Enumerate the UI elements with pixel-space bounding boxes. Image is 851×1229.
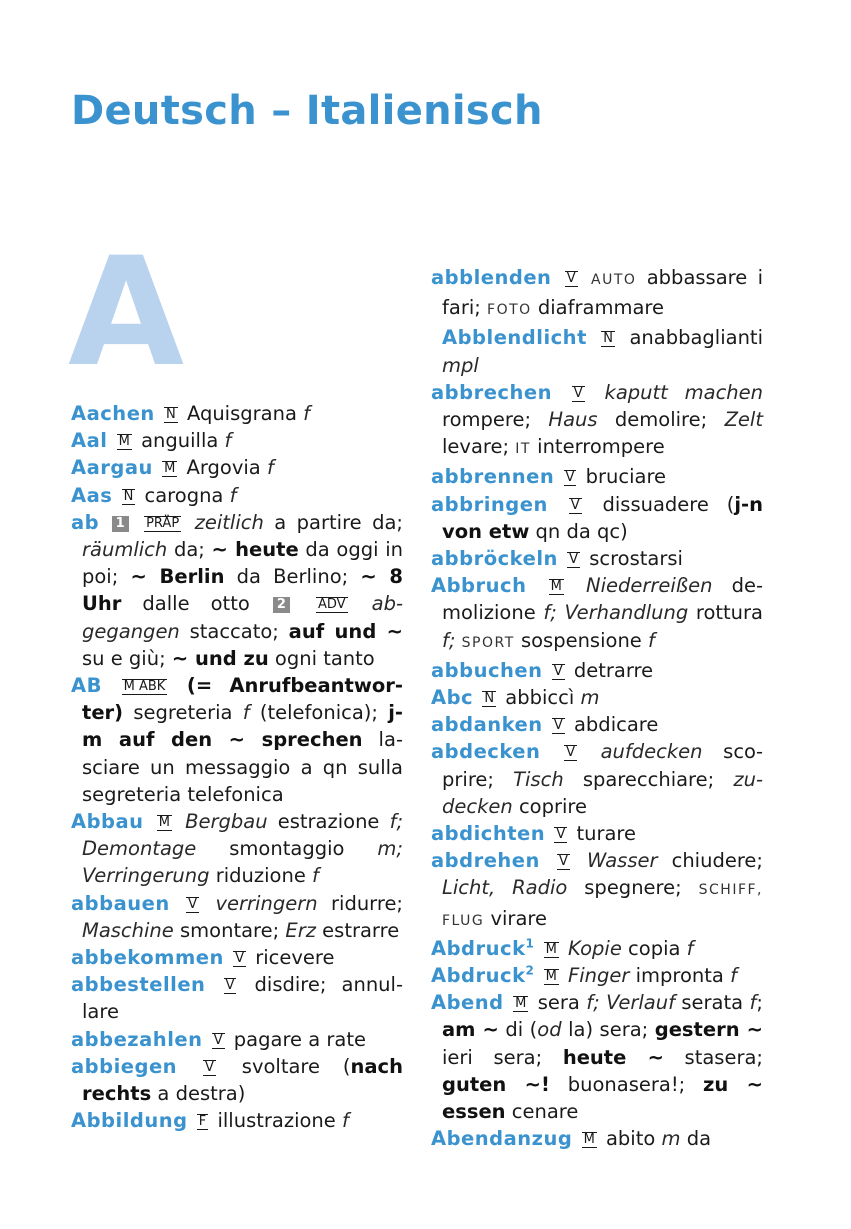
part-of-speech-tag: PRÄP bbox=[146, 515, 180, 531]
left-column bbox=[71, 400, 403, 1134]
phrase: gestern ~ bbox=[654, 1018, 764, 1042]
headword: abbauen bbox=[71, 891, 170, 915]
headword: Abc bbox=[431, 686, 474, 710]
part-of-speech-tag: V bbox=[213, 1032, 223, 1048]
usage-note: f bbox=[266, 456, 274, 480]
dictionary-entry: Aargau M Argovia f bbox=[71, 456, 274, 480]
section-letter: A bbox=[68, 226, 185, 400]
usage-note: f bbox=[686, 936, 694, 960]
phrase: auf und ~ bbox=[288, 619, 403, 643]
usage-note: f bbox=[341, 1109, 349, 1133]
part-of-speech-tag: M bbox=[164, 461, 176, 477]
usage-note: kaputt machen bbox=[604, 380, 764, 404]
dictionary-entry: AB M ABK (= Anrufbeantworter) segreteria f (telefonica); j-m auf den ~ sprechen lasciare un messaggio a qn sulla segreteria telefonica bbox=[71, 674, 404, 806]
phrase: j-m auf den ~ sprechen bbox=[82, 701, 404, 752]
usage-note: mpl bbox=[442, 353, 479, 377]
usage-note: f bbox=[303, 402, 310, 425]
phrase: heute ~ bbox=[562, 1045, 664, 1069]
dictionary-entry: abblenden V AUTO abbassare i fari; FOTO diaframmare bbox=[431, 266, 763, 320]
usage-note: Niederreißen bbox=[585, 574, 713, 598]
usage-note: zeitlich bbox=[194, 510, 264, 534]
headword: abdichten bbox=[431, 822, 546, 846]
dictionary-entry: abdichten V turare bbox=[431, 822, 637, 846]
part-of-speech-tag: V bbox=[556, 827, 566, 843]
usage-note: Tisch bbox=[513, 767, 564, 791]
headword: Abend bbox=[431, 991, 504, 1015]
part-of-speech-tag: F bbox=[198, 1114, 207, 1130]
part-of-speech-tag: V bbox=[559, 854, 568, 870]
headword: abbröckeln bbox=[431, 547, 558, 571]
usage-note: Erz bbox=[285, 918, 316, 942]
usage-note: Bergbau bbox=[185, 810, 268, 834]
usage-note: f bbox=[312, 864, 319, 888]
part-of-speech-tag: M bbox=[158, 815, 170, 831]
domain-label: FOTO bbox=[487, 302, 532, 319]
headword: abbiegen bbox=[71, 1054, 178, 1078]
part-of-speech-tag: M bbox=[545, 941, 557, 957]
part-of-speech-tag: N bbox=[123, 488, 134, 504]
headword: abbrechen bbox=[431, 380, 552, 404]
page-title: Deutsch – Italienisch bbox=[71, 88, 543, 134]
dictionary-entry: abbringen V dissuadere (j-n von etw qn da qc) bbox=[431, 492, 764, 543]
usage-note: f; Verlauf bbox=[586, 991, 675, 1015]
part-of-speech-tag: ADV bbox=[317, 597, 346, 613]
usage-note: f; Demontage bbox=[82, 810, 404, 861]
dictionary-entry: ab 1 PRÄP zeitlich a partire da; räumlich da; ~ heute da oggi in poi; ~ Berlin da Berlino; ~ 8 Uhr dalle otto 2 ADV abgegangen staccato; auf und ~ su e giù; ~ und zu ogni tanto bbox=[71, 510, 404, 670]
homograph-number: 2 bbox=[525, 963, 535, 978]
dictionary-entry: Aachen N Aquisgrana f bbox=[71, 402, 310, 425]
dictionary-entry: abbauen V verringern ridurre; Maschine smontare; Erz estrarre bbox=[71, 891, 404, 942]
usage-note: zudecken bbox=[442, 767, 764, 818]
dictionary-entry: Abbau M Bergbau estrazione f; Demontage smontaggio m; Verringerung riduzione f bbox=[71, 810, 404, 888]
dictionary-entry: abdanken V abdicare bbox=[431, 713, 659, 737]
dictionary-entry: abbrennen V bruciare bbox=[431, 465, 667, 489]
headword: Abblendlicht bbox=[442, 326, 587, 350]
right-column bbox=[431, 264, 763, 1153]
headword: abbrennen bbox=[431, 465, 555, 489]
usage-note: Maschine bbox=[82, 918, 174, 942]
part-of-speech-tag: V bbox=[570, 497, 580, 513]
usage-note: Zelt bbox=[724, 408, 763, 432]
part-of-speech-tag: M bbox=[545, 969, 557, 985]
usage-note: f bbox=[648, 628, 655, 652]
usage-note: räumlich bbox=[82, 538, 168, 562]
part-of-speech-tag: M ABK bbox=[123, 679, 166, 695]
part-of-speech-tag: N bbox=[603, 331, 614, 347]
dictionary-entry: abbekommen V ricevere bbox=[71, 946, 335, 970]
usage-note: f bbox=[229, 483, 237, 507]
usage-note: aufdecken bbox=[600, 740, 703, 764]
headword: Abbildung bbox=[71, 1109, 188, 1133]
headword: ab bbox=[71, 510, 100, 534]
dictionary-entry: Aas N carogna f bbox=[71, 483, 237, 507]
part-of-speech-tag: V bbox=[225, 978, 235, 994]
sense-number: 1 bbox=[112, 516, 129, 532]
part-of-speech-tag: V bbox=[573, 385, 583, 401]
usage-note: m; Verringerung bbox=[82, 837, 403, 888]
usage-note: Licht, Radio bbox=[442, 876, 568, 900]
usage-note: f bbox=[730, 964, 737, 988]
headword: Aas bbox=[71, 483, 113, 507]
phrase: ~ heute bbox=[211, 538, 299, 562]
part-of-speech-tag: N bbox=[484, 691, 495, 707]
part-of-speech-tag: V bbox=[553, 718, 563, 734]
headword: Aargau bbox=[71, 456, 153, 480]
headword: Abbau bbox=[71, 810, 144, 834]
phrase: ~ und zu bbox=[171, 646, 269, 670]
phrase: j-n von etw bbox=[442, 492, 764, 543]
dictionary-entry: Abdruck$^2$ M Finger impronta f bbox=[431, 963, 737, 988]
part-of-speech-tag: V bbox=[566, 745, 575, 761]
usage-note: abgegangen bbox=[82, 592, 404, 643]
part-of-speech-tag: M bbox=[583, 1132, 595, 1148]
usage-note: Kopie bbox=[568, 936, 622, 960]
headword: Abdruck bbox=[431, 964, 526, 988]
usage-note: f bbox=[224, 429, 232, 453]
usage-note: f bbox=[242, 701, 250, 725]
domain-label: AUTO bbox=[591, 272, 637, 288]
headword: Abdruck bbox=[431, 936, 526, 960]
headword: abbekommen bbox=[71, 946, 224, 970]
headword: abdecken bbox=[431, 740, 541, 764]
dictionary-entry: Abdruck$^1$ M Kopie copia f bbox=[431, 936, 694, 960]
part-of-speech-tag: V bbox=[188, 896, 198, 912]
usage-note: Finger bbox=[568, 964, 630, 988]
part-of-speech-tag: V bbox=[566, 271, 576, 286]
headword: Aal bbox=[71, 429, 108, 453]
headword: abbringen bbox=[431, 492, 548, 516]
headword: abdanken bbox=[431, 713, 543, 737]
usage-note: Wasser bbox=[587, 849, 658, 873]
dictionary-entry: abbestellen V disdire; annullare bbox=[71, 973, 404, 1024]
part-of-speech-tag: V bbox=[569, 552, 578, 568]
part-of-speech-tag: V bbox=[565, 470, 575, 486]
phrase: guten ~! bbox=[442, 1072, 550, 1096]
domain-label: IT bbox=[515, 441, 531, 458]
part-of-speech-tag: M bbox=[118, 434, 130, 450]
usage-note: f bbox=[749, 991, 757, 1015]
dictionary-entry: Abend M sera f; Verlauf serata f; am ~ di (od la) sera; gestern ~ ieri sera; heute ~ stasera; guten ~! buonasera!; zu ~ essen cenare bbox=[431, 991, 764, 1124]
part-of-speech-tag: N bbox=[166, 407, 176, 422]
usage-note: m bbox=[661, 1127, 681, 1151]
part-of-speech-tag: M bbox=[515, 996, 527, 1012]
dictionary-entry: abdrehen V Wasser chiudere; Licht, Radio spegnere; SCHIFF, FLUG virare bbox=[431, 849, 763, 930]
domain-label: SPORT bbox=[461, 634, 515, 651]
dictionary-entry: abbezahlen V pagare a rate bbox=[71, 1027, 366, 1051]
phrase: zu ~ essen bbox=[442, 1072, 763, 1124]
part-of-speech-tag: M bbox=[550, 579, 562, 595]
dictionary-entry: abbröckeln V scrostarsi bbox=[431, 547, 683, 571]
headword: AB bbox=[71, 674, 102, 698]
dictionary-entry: abdecken V aufdecken scoprire; Tisch sparecchiare; zudecken coprire bbox=[431, 740, 764, 818]
part-of-speech-tag: V bbox=[553, 663, 563, 679]
headword: abbuchen bbox=[431, 658, 543, 682]
headword: abbezahlen bbox=[71, 1027, 203, 1051]
dictionary-entry: Abblendlicht N anabbaglianti mpl bbox=[442, 326, 763, 377]
part-of-speech-tag: V bbox=[204, 1059, 214, 1075]
dictionary-entry: abbrechen V kaputt machen rompere; Haus demolire; Zelt levare; IT interrompere bbox=[431, 380, 764, 459]
usage-note: f; bbox=[442, 628, 462, 652]
domain-label: SCHIFF, FLUG bbox=[442, 882, 763, 929]
headword: abdrehen bbox=[431, 849, 540, 873]
usage-note: od bbox=[537, 1018, 562, 1042]
dictionary-entry: Abendanzug M abito m da bbox=[431, 1127, 712, 1151]
usage-note: m bbox=[580, 686, 600, 710]
usage-note: f; Verhandlung bbox=[543, 601, 689, 625]
homograph-number: 1 bbox=[525, 936, 535, 951]
dictionary-entry: Aal M anguilla f bbox=[71, 429, 232, 453]
phrase: (= Anrufbeantworter) bbox=[82, 674, 403, 725]
phrase: am ~ bbox=[442, 1018, 499, 1042]
sense-number: 2 bbox=[273, 597, 290, 613]
headword: Abbruch bbox=[431, 574, 527, 598]
dictionary-entry: Abbildung F illustrazione f bbox=[71, 1109, 349, 1133]
dictionary-entry: abbiegen V svoltare (nach rechts a destra) bbox=[71, 1054, 403, 1106]
phrase: ~ 8 Uhr bbox=[82, 565, 403, 616]
headword: Aachen bbox=[71, 402, 155, 425]
part-of-speech-tag: V bbox=[235, 951, 244, 967]
phrase: nach rechts bbox=[82, 1054, 403, 1106]
phrase: ~ Berlin bbox=[130, 565, 225, 589]
dictionary-entry: Abbruch M Niederreißen demolizione f; Verhandlung rottura f; SPORT sospensione f bbox=[431, 574, 764, 652]
usage-note: Haus bbox=[548, 408, 598, 432]
headword: Abendanzug bbox=[431, 1127, 573, 1151]
headword: abblenden bbox=[431, 266, 552, 289]
headword: abbestellen bbox=[71, 973, 206, 997]
dictionary-entry: abbuchen V detrarre bbox=[431, 658, 654, 682]
dictionary-entry: Abc N abbiccì m bbox=[431, 686, 600, 710]
usage-note: verringern bbox=[215, 891, 318, 915]
